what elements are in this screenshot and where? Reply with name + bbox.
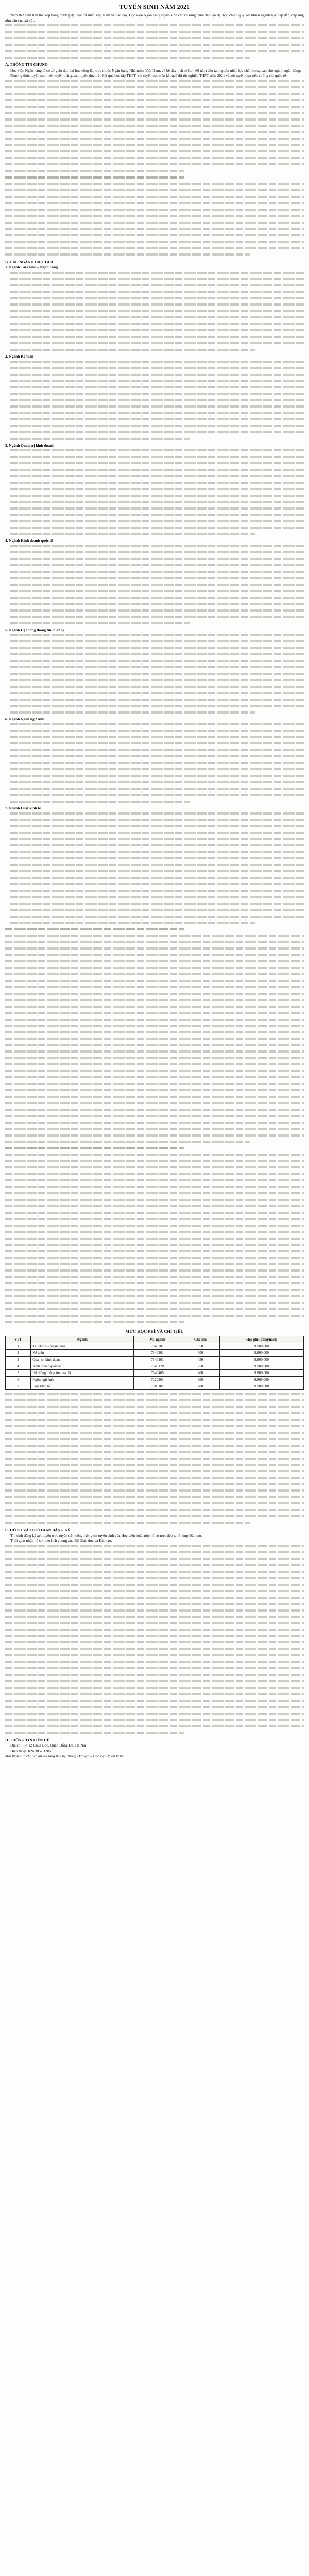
document-page <box>5 0 304 1759</box>
table-cell: 7220201 <box>134 1376 181 1383</box>
table-cell: 1 <box>6 1343 31 1349</box>
table-cell: 9.800.000 <box>220 1383 304 1389</box>
document-title: TUYỂN SINH NĂM 2021 <box>119 3 190 10</box>
program-item: 5. Ngành Hệ thống thông tin quản lý <box>5 628 64 633</box>
table-cell: 600 <box>181 1349 219 1356</box>
table-cell: Tài chính – Ngân hàng <box>31 1343 134 1349</box>
table-cell: 4 <box>6 1363 31 1369</box>
table-header-cell: Ngành <box>31 1336 134 1343</box>
table-cell: Hệ thống thông tin quản lý <box>31 1369 134 1376</box>
table-cell: 7340120 <box>134 1363 181 1369</box>
table-cell: 3 <box>6 1356 31 1363</box>
table-cell: 7380107 <box>134 1383 181 1389</box>
table-cell: 9.800.000 <box>220 1376 304 1383</box>
section-c-heading: C. HỒ SƠ VÀ THỜI GIAN ĐĂNG KÝ <box>5 1528 71 1533</box>
table-row <box>6 1349 304 1356</box>
table-cell: Quản trị kinh doanh <box>31 1356 134 1363</box>
table-cell: 7 <box>6 1383 31 1389</box>
closing-note: Mọi thông tin chi tiết xin vui lòng liên hệ Phòng Đào tạo – Học viện Ngân hàng. <box>5 1754 125 1759</box>
table-row <box>6 1369 304 1376</box>
body-text-block-1 <box>5 24 304 61</box>
body-text-block-2 <box>5 80 304 259</box>
table-cell: 200 <box>181 1383 219 1389</box>
table-header-cell: Mã ngành <box>134 1336 181 1343</box>
table-row <box>6 1356 304 1363</box>
body-text-block-5 <box>5 449 304 538</box>
contact-line: Địa chỉ: Số 12 Chùa Bộc, Quận Đống Đa, Hà Nội <box>10 1743 87 1748</box>
table-row <box>6 1383 304 1389</box>
body-text-block-4 <box>5 361 304 443</box>
table-cell: 9.800.000 <box>220 1349 304 1356</box>
table-cell: 7340405 <box>134 1369 181 1376</box>
table-cell: 450 <box>181 1356 219 1363</box>
intro-paragraph: Năm thứ năm liên tục xếp hạng trường đại học tốt nhất Việt Nam về đào tạo, Học viện Ngân hàng tuyển sinh các chương trình đào tạo đại học chính quy với nhiều ngành học hấp dẫn, đáp ứng nhu cầu của xã hội. <box>5 13 304 23</box>
section-a-paragraph: Học viện Ngân hàng là cơ sở giáo dục đại học công lập trực thuộc Ngân hàng Nhà nước Việt Nam, có bề dày lịch sử hơn 60 năm đào tạo nguồn nhân lực chất lượng cao cho ngành ngân hàng. <box>10 67 301 73</box>
table-cell: 9.800.000 <box>220 1356 304 1363</box>
section-a-paragraph: Phương thức tuyển sinh: xét tuyển thẳng, xét tuyển dựa trên kết quả học tập THPT, xét tuyển dựa trên kết quả thi tốt nghiệp THPT năm 2021 và xét tuyển dựa trên chứng chỉ quốc tế. <box>10 73 287 78</box>
table-cell: 5 <box>6 1369 31 1376</box>
table-cell: 950 <box>181 1343 219 1349</box>
table-cell: Luật kinh tế <box>31 1383 134 1389</box>
program-item: 1. Ngành Tài chính – Ngân hàng <box>5 265 58 270</box>
table-row <box>6 1376 304 1383</box>
table-cell: 9.800.000 <box>220 1363 304 1369</box>
program-item: 6. Ngành Ngôn ngữ Anh <box>5 717 45 722</box>
section-c-paragraph: Thí sinh đăng ký xét tuyển trực tuyến trên cổng thông tin tuyển sinh của Học viện hoặc nộp hồ sơ trực tiếp tại Phòng Đào tạo. <box>10 1533 202 1538</box>
table-cell: 200 <box>181 1369 219 1376</box>
table-cell: 9.800.000 <box>220 1343 304 1349</box>
body-text-block-10 <box>5 928 304 1326</box>
table-cell: 7340201 <box>134 1343 181 1349</box>
table-cell: 6 <box>6 1376 31 1383</box>
table-cell: 200 <box>181 1376 219 1383</box>
program-item: 4. Ngành Kinh doanh quốc tế <box>5 538 53 544</box>
body-text-block-11 <box>5 1393 304 1527</box>
body-text-block-12 <box>5 1545 304 1737</box>
table-header-cell: Học phí (đồng/năm) <box>220 1336 304 1343</box>
fee-table <box>5 1336 304 1390</box>
section-a-heading: A. THÔNG TIN CHUNG <box>5 62 48 67</box>
section-c-paragraph: Thời gian nhận hồ sơ theo lịch chung của Bộ Giáo dục và Đào tạo. <box>10 1538 112 1544</box>
table-header-cell: STT <box>6 1336 31 1343</box>
table-cell: 7340101 <box>134 1356 181 1363</box>
program-item: 3. Ngành Quản trị kinh doanh <box>5 443 55 448</box>
table-row <box>6 1343 304 1349</box>
table-row <box>6 1363 304 1369</box>
table-header-cell: Chỉ tiêu <box>181 1336 219 1343</box>
body-text-block-3 <box>5 272 304 354</box>
table-cell: 9.800.000 <box>220 1369 304 1376</box>
table-header-row <box>6 1336 304 1343</box>
body-text-block-9 <box>5 812 304 927</box>
table-cell: Ngôn ngữ Anh <box>31 1376 134 1383</box>
contact-heading: D. THÔNG TIN LIÊN HỆ <box>5 1737 50 1742</box>
body-text-block-8 <box>5 723 304 806</box>
table-cell: 250 <box>181 1363 219 1369</box>
body-text-block-6 <box>5 545 304 628</box>
section-b-heading: B. CÁC NGÀNH ĐÀO TẠO <box>5 259 53 264</box>
table-cell: 2 <box>6 1349 31 1356</box>
contact-line: Điện thoại: 024.3852.1305 <box>10 1748 52 1753</box>
table-cell: 7340301 <box>134 1349 181 1356</box>
body-text-block-7 <box>5 634 304 717</box>
program-item: 2. Ngành Kế toán <box>5 354 34 359</box>
fee-table-heading: MỨC HỌC PHÍ VÀ CHỈ TIÊU <box>125 1329 184 1334</box>
program-item: 7. Ngành Luật kinh tế <box>5 806 41 811</box>
table-cell: Kinh doanh quốc tế <box>31 1363 134 1369</box>
table-cell: Kế toán <box>31 1349 134 1356</box>
